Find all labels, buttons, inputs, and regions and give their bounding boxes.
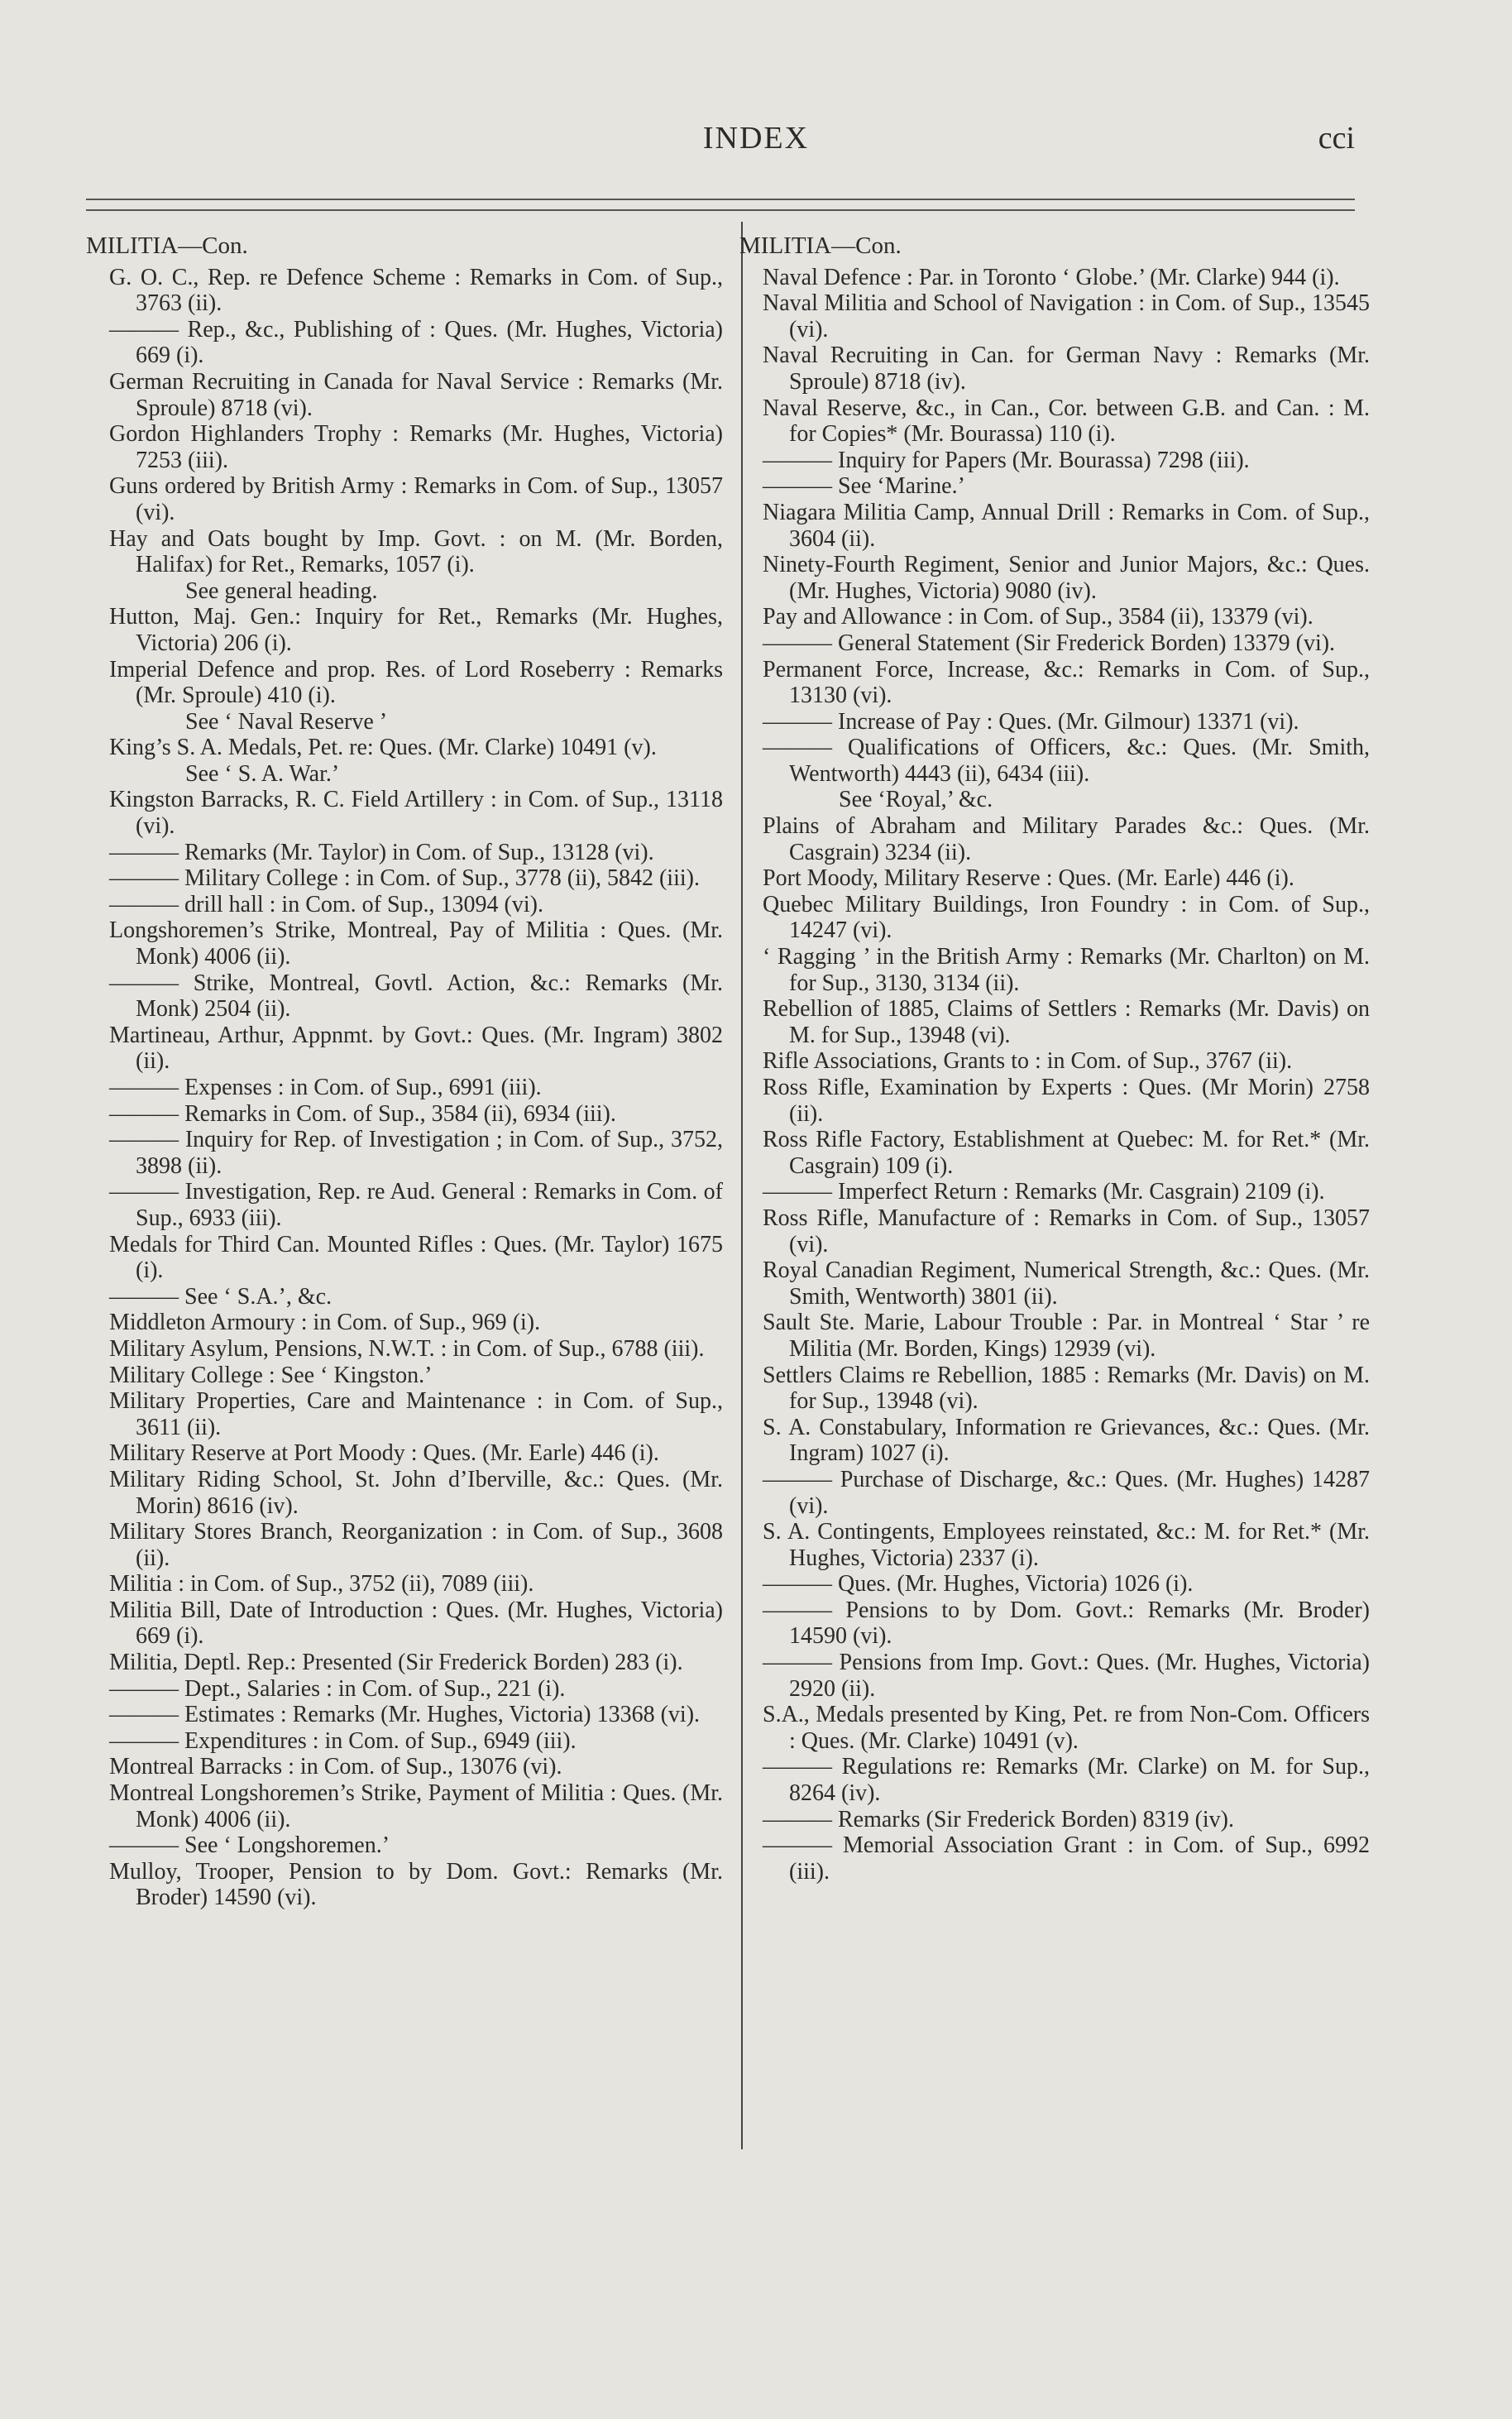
- right-index-entry: See ‘Royal,’ &c.: [839, 787, 993, 813]
- right-column: [739, 233, 1370, 1885]
- right-column-heading: MILITIA—Con.: [739, 232, 902, 259]
- page-title: INDEX: [702, 121, 810, 156]
- left-index-entry: ——— Inquiry for Rep. of Investigation ; in Com. of Sup., 3752, 3898 (ii).: [109, 1127, 723, 1179]
- left-index-entry: Gordon Highlanders Trophy : Remarks (Mr. Hughes, Victoria) 7253 (iii).: [109, 421, 723, 473]
- left-index-entry: ——— Investigation, Rep. re Aud. General : Remarks in Com. of Sup., 6933 (iii).: [109, 1179, 723, 1231]
- left-index-entry: ——— Rep., &c., Publishing of : Ques. (Mr. Hughes, Victoria) 669 (i).: [109, 316, 723, 369]
- left-index-entry: ——— Estimates : Remarks (Mr. Hughes, Victoria) 13368 (vi).: [109, 1702, 701, 1728]
- left-index-entry: Military Reserve at Port Moody : Ques. (Mr. Earle) 446 (i).: [109, 1440, 659, 1467]
- left-index-entry: See ‘ Naval Reserve ’: [185, 708, 388, 735]
- left-index-entry: Imperial Defence and prop. Res. of Lord Roseberry : Remarks (Mr. Sproule) 410 (i).: [109, 656, 723, 709]
- left-index-entry: Kingston Barracks, R. C. Field Artillery : in Com. of Sup., 13118 (vi).: [109, 787, 723, 840]
- left-entries: [86, 265, 723, 1911]
- right-index-entry: ——— Purchase of Discharge, &c.: Ques. (Mr. Hughes) 14287 (vi).: [763, 1466, 1370, 1519]
- left-column-heading: MILITIA—Con.: [86, 232, 248, 259]
- left-index-entry: Medals for Third Can. Mounted Rifles : Ques. (Mr. Taylor) 1675 (i).: [109, 1231, 723, 1284]
- left-index-entry: Militia Bill, Date of Introduction : Ques. (Mr. Hughes, Victoria) 669 (i).: [109, 1597, 723, 1650]
- page-number: cci: [1318, 121, 1355, 156]
- right-index-entry: ——— Increase of Pay : Ques. (Mr. Gilmour) 13371 (vi).: [763, 708, 1299, 735]
- left-index-entry: Military Riding School, St. John d’Iberville, &c.: Ques. (Mr. Morin) 8616 (iv).: [109, 1466, 723, 1519]
- right-index-entry: ——— Remarks (Sir Frederick Borden) 8319 (iv).: [763, 1806, 1234, 1832]
- left-index-entry: ——— See ‘ S.A.’, &c.: [109, 1283, 333, 1310]
- header-rule-top: [86, 199, 1355, 200]
- right-index-entry: ——— Regulations re: Remarks (Mr. Clarke) on M. for Sup., 8264 (iv).: [763, 1754, 1370, 1807]
- right-index-entry: Ross Rifle Factory, Establishment at Quebec: M. for Ret.* (Mr. Casgrain) 109 (i).: [763, 1127, 1370, 1179]
- right-entries: [739, 265, 1370, 1885]
- right-index-entry: Pay and Allowance : in Com. of Sup., 3584 (ii), 13379 (vi).: [763, 604, 1313, 630]
- right-index-entry: S. A. Constabulary, Information re Grievances, &c.: Ques. (Mr. Ingram) 1027 (i).: [763, 1414, 1370, 1467]
- right-index-entry: ‘ Ragging ’ in the British Army : Remarks (Mr. Charlton) on M. for Sup., 3130, 3134 (ii).: [763, 944, 1370, 996]
- left-index-entry: Military Asylum, Pensions, N.W.T. : in Com. of Sup., 6788 (iii).: [109, 1335, 705, 1362]
- right-index-entry: Sault Ste. Marie, Labour Trouble : Par. in Montreal ‘ Star ’ re Militia (Mr. Borden, Kings) 12939 (vi).: [763, 1310, 1370, 1362]
- left-index-entry: Longshoremen’s Strike, Montreal, Pay of Militia : Ques. (Mr. Monk) 4006 (ii).: [109, 917, 723, 970]
- left-index-entry: ——— Expenditures : in Com. of Sup., 6949 (iii).: [109, 1727, 577, 1754]
- right-index-entry: Naval Defence : Par. in Toronto ‘ Globe.’ (Mr. Clarke) 944 (i).: [763, 264, 1340, 290]
- right-index-entry: S.A., Medals presented by King, Pet. re from Non-Com. Officers : Ques. (Mr. Clarke) 10491 (v).: [763, 1702, 1370, 1754]
- left-index-entry: Hutton, Maj. Gen.: Inquiry for Ret., Remarks (Mr. Hughes, Victoria) 206 (i).: [109, 604, 723, 656]
- right-index-entry: Ninety-Fourth Regiment, Senior and Junior Majors, &c.: Ques. (Mr. Hughes, Victoria) 9080 (iv).: [763, 552, 1370, 604]
- left-index-entry: Martineau, Arthur, Appnmt. by Govt.: Ques. (Mr. Ingram) 3802 (ii).: [109, 1022, 723, 1075]
- right-index-entry: ——— Pensions from Imp. Govt.: Ques. (Mr. Hughes, Victoria) 2920 (ii).: [763, 1650, 1370, 1702]
- right-index-entry: Ross Rifle, Examination by Experts : Ques. (Mr Morin) 2758 (ii).: [763, 1075, 1370, 1127]
- right-index-entry: Settlers Claims re Rebellion, 1885 : Remarks (Mr. Davis) on M. for Sup., 13948 (vi).: [763, 1362, 1370, 1415]
- right-index-entry: ——— General Statement (Sir Frederick Borden) 13379 (vi).: [763, 630, 1336, 656]
- left-index-entry: ——— Expenses : in Com. of Sup., 6991 (iii).: [109, 1075, 542, 1100]
- left-index-entry: German Recruiting in Canada for Naval Service : Remarks (Mr. Sproule) 8718 (vi).: [109, 368, 723, 421]
- right-index-entry: Naval Militia and School of Navigation : in Com. of Sup., 13545 (vi).: [763, 290, 1370, 342]
- left-index-entry: Military College : See ‘ Kingston.’: [109, 1362, 433, 1388]
- right-index-entry: Rebellion of 1885, Claims of Settlers : Remarks (Mr. Davis) on M. for Sup., 13948 (vi).: [763, 996, 1370, 1048]
- right-index-entry: Port Moody, Military Reserve : Ques. (Mr. Earle) 446 (i).: [763, 865, 1294, 892]
- right-index-entry: Permanent Force, Increase, &c.: Remarks in Com. of Sup., 13130 (vi).: [763, 656, 1370, 709]
- left-index-entry: King’s S. A. Medals, Pet. re: Ques. (Mr. Clarke) 10491 (v).: [109, 735, 657, 761]
- right-index-entry: Naval Reserve, &c., in Can., Cor. between G.B. and Can. : M. for Copies* (Mr. Bourassa) 110 (i).: [763, 395, 1370, 448]
- left-index-entry: See general heading.: [185, 577, 378, 604]
- left-index-entry: Militia : in Com. of Sup., 3752 (ii), 7089 (iii).: [109, 1571, 534, 1597]
- right-index-entry: ——— Pensions to by Dom. Govt.: Remarks (Mr. Broder) 14590 (vi).: [763, 1597, 1370, 1650]
- left-index-entry: ——— Military College : in Com. of Sup., 3778 (ii), 5842 (iii).: [109, 865, 700, 892]
- left-index-entry: Montreal Longshoremen’s Strike, Payment of Militia : Ques. (Mr. Monk) 4006 (ii).: [109, 1780, 723, 1832]
- right-index-entry: Rifle Associations, Grants to : in Com. of Sup., 3767 (ii).: [763, 1048, 1293, 1075]
- right-index-entry: S. A. Contingents, Employees reinstated, &c.: M. for Ret.* (Mr. Hughes, Victoria) 2337 (i).: [763, 1519, 1370, 1571]
- left-index-entry: Montreal Barracks : in Com. of Sup., 13076 (vi).: [109, 1754, 562, 1780]
- left-index-entry: ——— drill hall : in Com. of Sup., 13094 (vi).: [109, 891, 543, 917]
- left-index-entry: ——— See ‘ Longshoremen.’: [109, 1832, 390, 1859]
- right-index-entry: ——— Memorial Association Grant : in Com. of Sup., 6992 (iii).: [763, 1832, 1370, 1885]
- right-index-entry: Quebec Military Buildings, Iron Foundry : in Com. of Sup., 14247 (vi).: [763, 891, 1370, 944]
- left-index-entry: Mulloy, Trooper, Pension to by Dom. Govt.: Remarks (Mr. Broder) 14590 (vi).: [109, 1858, 723, 1911]
- right-index-entry: Niagara Militia Camp, Annual Drill : Remarks in Com. of Sup., 3604 (ii).: [763, 499, 1370, 552]
- left-index-entry: Military Properties, Care and Maintenance : in Com. of Sup., 3611 (ii).: [109, 1388, 723, 1440]
- left-index-entry: ——— Remarks in Com. of Sup., 3584 (ii), 6934 (iii).: [109, 1100, 616, 1127]
- header-rule-bottom: [86, 209, 1355, 211]
- left-column: [86, 233, 723, 1911]
- left-index-entry: Guns ordered by British Army : Remarks in Com. of Sup., 13057 (vi).: [109, 473, 723, 525]
- left-index-entry: G. O. C., Rep. re Defence Scheme : Remarks in Com. of Sup., 3763 (ii).: [109, 264, 723, 317]
- right-index-entry: Ross Rifle, Manufacture of : Remarks in Com. of Sup., 13057 (vi).: [763, 1205, 1370, 1257]
- right-index-entry: Plains of Abraham and Military Parades &c.: Ques. (Mr. Casgrain) 3234 (ii).: [763, 813, 1370, 865]
- running-head: [0, 120, 1512, 170]
- left-index-entry: Middleton Armoury : in Com. of Sup., 969 (i).: [109, 1310, 541, 1336]
- left-index-entry: See ‘ S. A. War.’: [185, 760, 340, 787]
- right-index-entry: ——— Qualifications of Officers, &c.: Ques. (Mr. Smith, Wentworth) 4443 (ii), 6434 (iii).: [763, 735, 1370, 787]
- left-index-entry: ——— Dept., Salaries : in Com. of Sup., 221 (i).: [109, 1675, 566, 1702]
- left-index-entry: Military Stores Branch, Reorganization : in Com. of Sup., 3608 (ii).: [109, 1519, 723, 1571]
- left-index-entry: Hay and Oats bought by Imp. Govt. : on M. (Mr. Borden, Halifax) for Ret., Remarks, 1057 (i).: [109, 525, 723, 578]
- right-index-entry: ——— Inquiry for Papers (Mr. Bourassa) 7298 (iii).: [763, 447, 1250, 473]
- right-index-entry: ——— Imperfect Return : Remarks (Mr. Casgrain) 2109 (i).: [763, 1179, 1325, 1205]
- right-index-entry: Naval Recruiting in Can. for German Navy : Remarks (Mr. Sproule) 8718 (iv).: [763, 342, 1370, 395]
- right-index-entry: Royal Canadian Regiment, Numerical Strength, &c.: Ques. (Mr. Smith, Wentworth) 3801 (ii).: [763, 1257, 1370, 1310]
- left-index-entry: ——— Strike, Montreal, Govtl. Action, &c.: Remarks (Mr. Monk) 2504 (ii).: [109, 970, 723, 1023]
- right-index-entry: ——— See ‘Marine.’: [763, 473, 965, 500]
- left-index-entry: Militia, Deptl. Rep.: Presented (Sir Frederick Borden) 283 (i).: [109, 1650, 683, 1676]
- left-index-entry: ——— Remarks (Mr. Taylor) in Com. of Sup., 13128 (vi).: [109, 839, 654, 865]
- right-index-entry: ——— Ques. (Mr. Hughes, Victoria) 1026 (i).: [763, 1571, 1194, 1597]
